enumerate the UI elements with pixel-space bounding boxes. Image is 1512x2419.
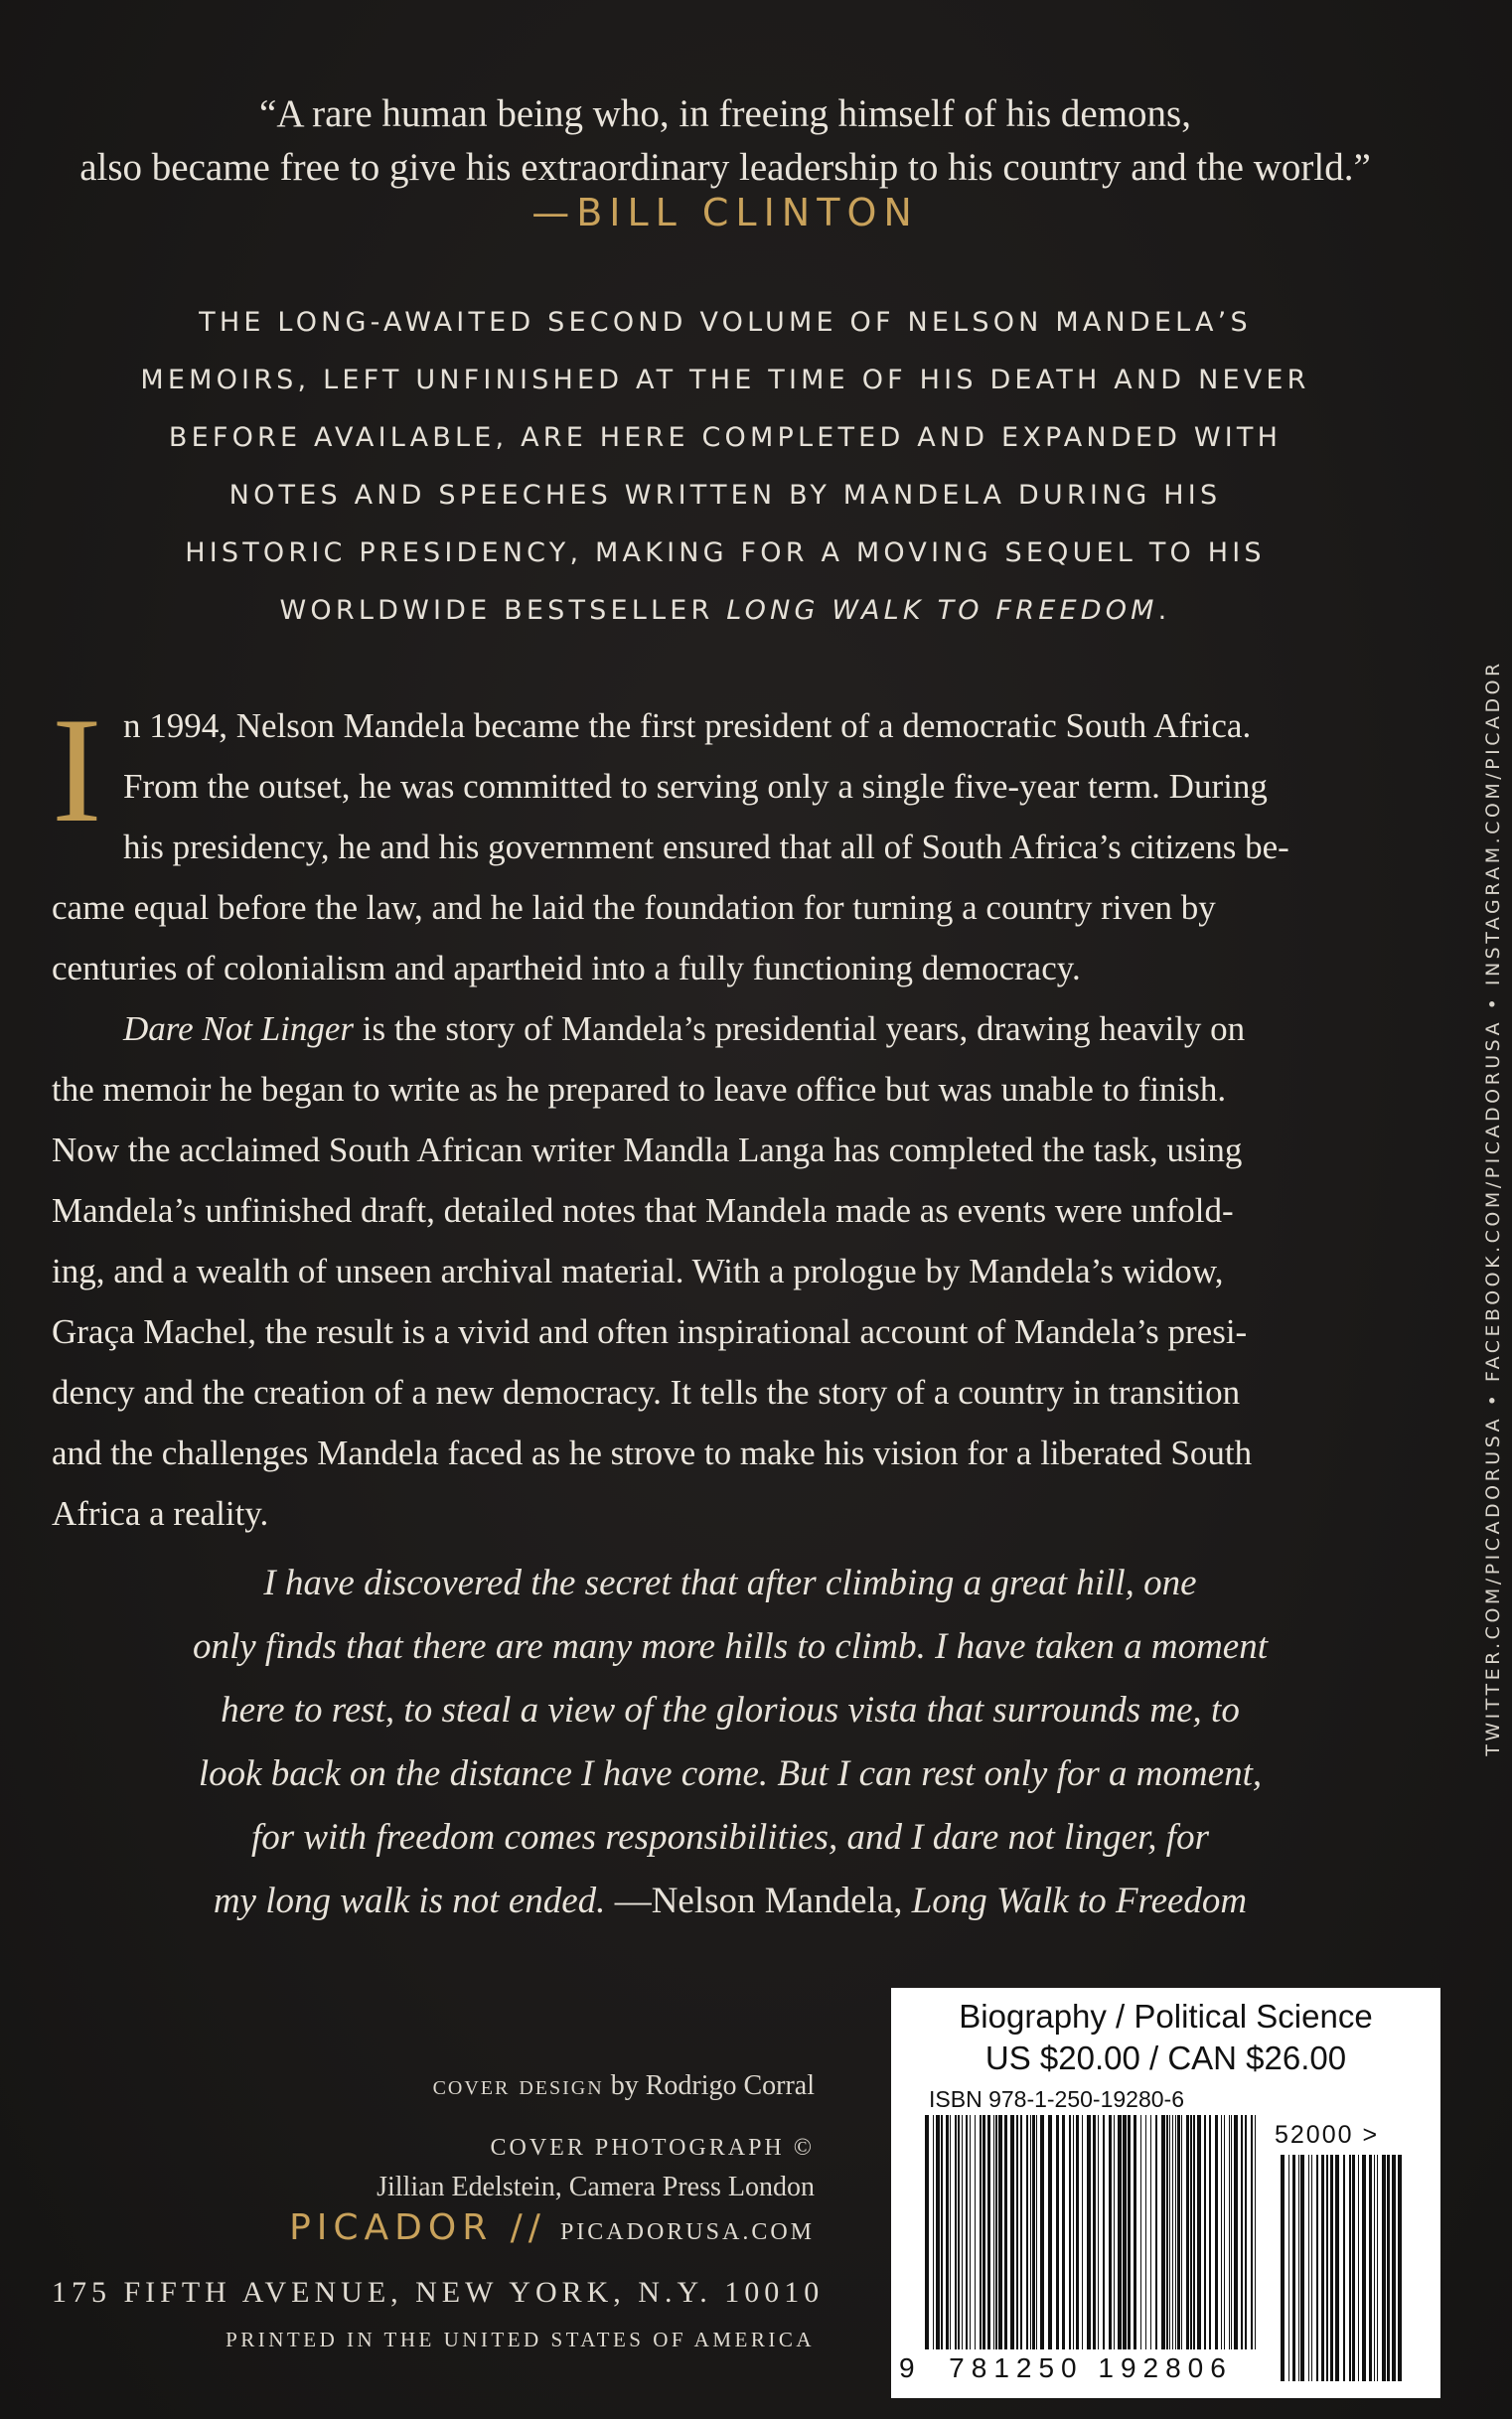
design-credit-name: by Rodrigo Corral (603, 2070, 815, 2101)
blurb-line-6-text: WORLDWIDE BESTSELLER (279, 595, 727, 626)
p2-line-1 (52, 998, 1435, 1059)
p1-line-3: his presidency, he and his government ensured that all of South Africa’s citizens be- (123, 828, 1289, 866)
cover-credits (377, 2066, 815, 2207)
isbn-label: ISBN 978-1-250-19280-6 (929, 2086, 1184, 2112)
p2-line-4: Mandela’s unfinished draft, detailed notes that Mandela made as events were unfold- (52, 1191, 1234, 1230)
blurb-line-3: BEFORE AVAILABLE, ARE HERE COMPLETED AND EXPANDED WITH (168, 422, 1283, 453)
p2-line-5: ing, and a wealth of unseen archival material. With a prologue by Mandela’s widow, (52, 1252, 1224, 1290)
p2-line-7: dency and the creation of a new democracy. It tells the story of a country in transition (52, 1373, 1241, 1412)
p1-line-2: From the outset, he was committed to serving only a single five-year term. During (123, 767, 1268, 806)
p2-line-8: and the challenges Mandela faced as he strove to make his vision for a liberated South (52, 1434, 1253, 1472)
price-label: US $20.00 / CAN $26.00 (984, 2040, 1347, 2076)
publisher-logo-line (52, 2207, 815, 2248)
blurb-line-4: NOTES AND SPEECHES WRITTEN BY MANDELA DURING HIS (228, 480, 1222, 511)
blurb-line-2: MEMOIRS, LEFT UNFINISHED AT THE TIME OF HIS DEATH AND NEVER (140, 365, 1310, 395)
barcode-addon-icon (1279, 2155, 1406, 2381)
mandela-quote-line-3: here to rest, to steal a view of the glorious vista that surrounds me, to (221, 1690, 1240, 1731)
blurb-line-6 (40, 582, 1411, 640)
p2-line-2: the memoir he began to write as he prepared to leave office but was unable to finish. (52, 1070, 1227, 1109)
mandela-quote-line-4: look back on the distance I have come. But I can rest only for a moment, (198, 1753, 1263, 1794)
barcode-first-digit: 9 (899, 2349, 922, 2387)
mandela-quote-attribution: —Nelson Mandela, (605, 1881, 912, 1921)
design-credit (377, 2066, 815, 2106)
publisher-address: 175 FIFTH AVENUE, NEW YORK, N.Y. 10010 (52, 2276, 825, 2309)
mandela-quote-line-1: I have discovered the secret that after climbing a great hill, one (263, 1563, 1197, 1603)
blurb-line-1: THE LONG-AWAITED SECOND VOLUME OF NELSON MANDELA’S (199, 307, 1252, 338)
social-links-vertical: TWITTER.COM/PICADORUSA • FACEBOOK.COM/PICADORUSA • INSTAGRAM.COM/PICADOR (1482, 660, 1504, 1756)
endorsement-attribution: —BILL CLINTON (531, 191, 919, 234)
p2-line-3: Now the acclaimed South African writer Mandla Langa has completed the task, using (52, 1131, 1243, 1169)
photo-credit-label: COVER PHOTOGRAPH © (490, 2135, 815, 2161)
p2-line-6: Graça Machel, the result is a vivid and often inspirational account of Mandela’s presi- (52, 1312, 1248, 1351)
blurb-line-6-end: . (1157, 595, 1171, 626)
p1-line-5: centuries of colonialism and apartheid into a fully functioning democracy. (52, 949, 1081, 987)
addon-label: 52000 > (1275, 2121, 1380, 2149)
drop-cap: I (52, 686, 102, 853)
design-credit-label: cover design (432, 2070, 604, 2101)
mandela-quote-line-6 (70, 1870, 1391, 1933)
mandela-quote-line-5: for with freedom comes responsibilities, and I dare not linger, for (250, 1817, 1209, 1858)
mandela-quote-last-text: my long walk is not ended. (213, 1881, 606, 1921)
barcode-digits (899, 2349, 1259, 2387)
endorsement-line-1: “A rare human being who, in freeing himself of his demons, (259, 92, 1191, 135)
barcode-digits-rest: 781250 192806 (949, 2352, 1233, 2383)
p2-book-title: Dare Not Linger (123, 1009, 355, 1048)
barcode-main-icon (923, 2115, 1259, 2381)
mandela-quote (70, 1552, 1391, 1933)
description (52, 686, 1435, 1544)
blurb (40, 294, 1411, 640)
publisher-url: PICADORUSA.COM (559, 2219, 815, 2245)
category-label: Biography / Political Science (959, 1998, 1373, 2035)
p1-line-1: n 1994, Nelson Mandela became the first president of a democratic South Africa. (123, 706, 1252, 745)
mandela-quote-line-2: only finds that there are many more hills to climb. I have taken a moment (192, 1626, 1269, 1667)
endorsement-line-2: also became free to give his extraordinary leadership to his country and the world.” (79, 146, 1371, 189)
endorsement-quote (60, 87, 1391, 195)
blurb-line-5: HISTORIC PRESIDENCY, MAKING FOR A MOVING SEQUEL TO HIS (185, 537, 1266, 568)
barcode-label (891, 1988, 1440, 2398)
blurb-book-title: LONG WALK TO FREEDOM (726, 595, 1158, 626)
printed-in: PRINTED IN THE UNITED STATES OF AMERICA (226, 2328, 815, 2351)
p2-line-9: Africa a reality. (52, 1494, 269, 1533)
publisher-info (52, 2207, 825, 2352)
photo-credit-name: Jillian Edelstein, Camera Press London (377, 2172, 815, 2202)
publisher-logo: PICADOR // (289, 2207, 546, 2248)
p1-line-4: came equal before the law, and he laid the foundation for turning a country riven by (52, 888, 1216, 927)
p2-line-1-text: is the story of Mandela’s presidential years, drawing heavily on (354, 1009, 1246, 1048)
mandela-quote-source: Long Walk to Freedom (911, 1881, 1248, 1921)
